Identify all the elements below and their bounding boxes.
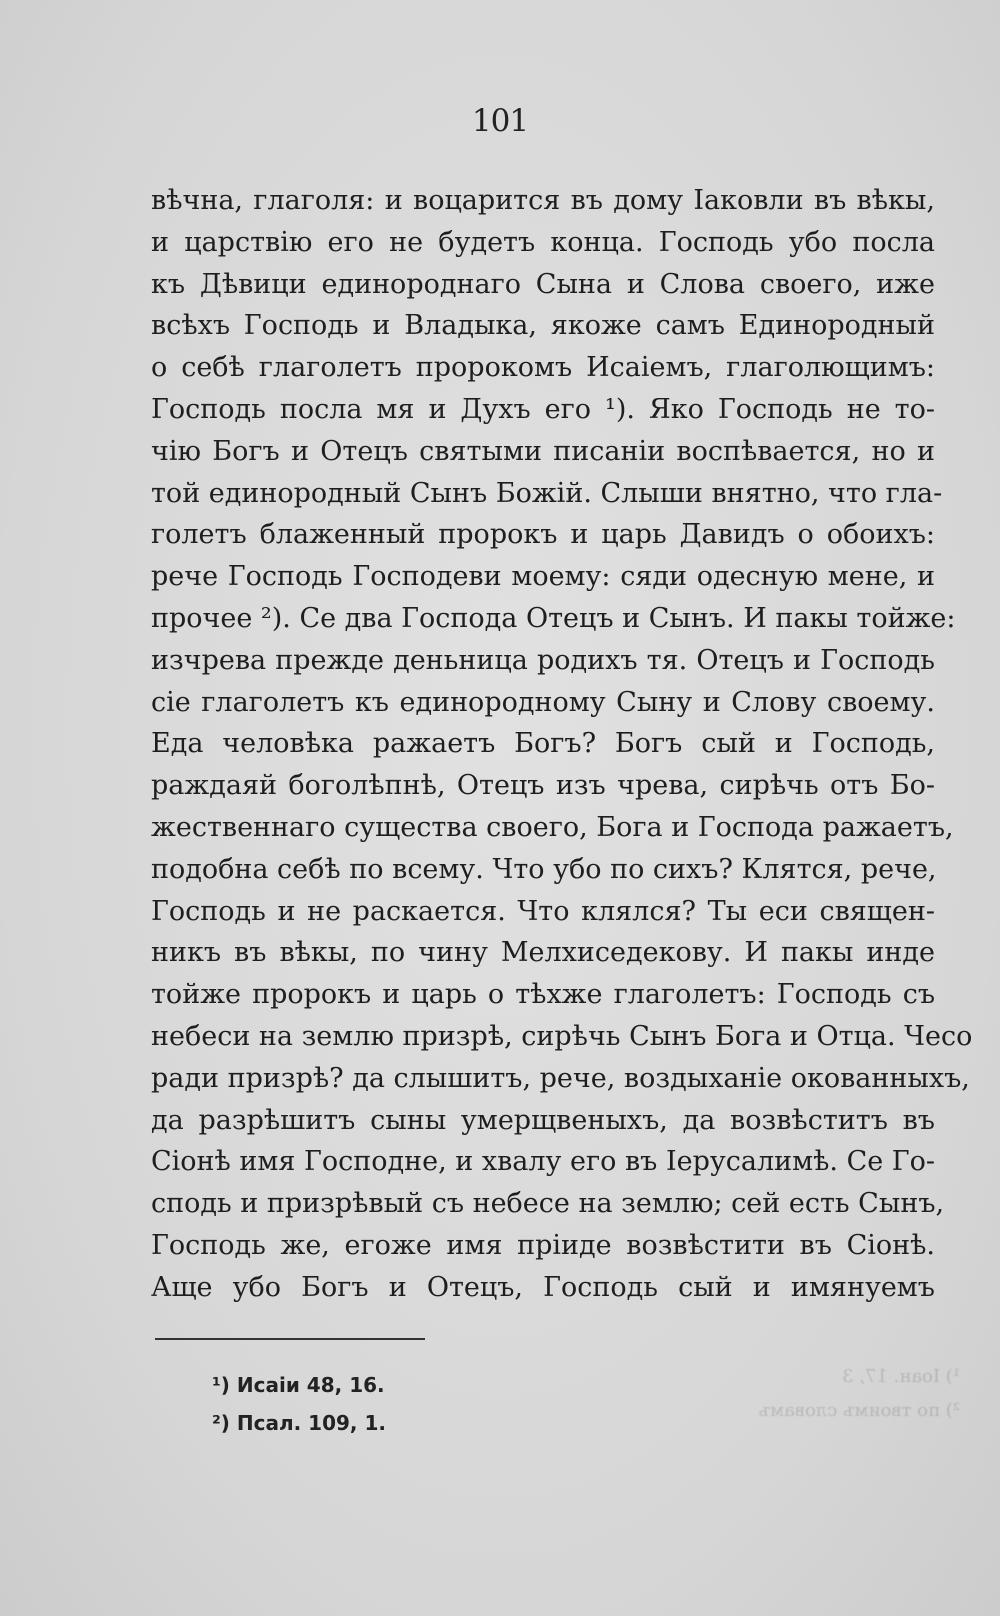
- footnote-1-mark: ¹): [212, 1373, 230, 1397]
- text-line: вѣчна, глаголя: и воцарится въ дому Іаковли въ вѣкы,: [151, 185, 935, 216]
- bleed-line-2: ²) по твоимъ словамъ: [758, 1400, 960, 1421]
- text-line: Еда человѣка ражаетъ Богъ? Богъ сый и Господь,: [151, 728, 935, 760]
- text-line: всѣхъ Господь и Владыка, якоже самъ Единородный: [151, 310, 935, 342]
- text-line: къ Дѣвици единороднаго Сына и Слова своего, иже: [151, 268, 935, 300]
- footnote-1: [212, 1366, 386, 1404]
- text-line: изчрева прежде деньница родихъ тя. Отецъ и Господь: [151, 644, 935, 676]
- bleed-through-text: [660, 1360, 960, 1450]
- page-number: 101: [471, 103, 529, 139]
- text-line: тойже пророкъ и царь о тѣхже глаголетъ: Господь съ: [151, 979, 935, 1011]
- footnote-2-mark: ²): [212, 1411, 230, 1435]
- text-line: голетъ блаженный пророкъ и царь Давидъ о обоихъ:: [151, 519, 935, 551]
- text-line: и царствію его не будетъ конца. Господь убо посла: [151, 226, 935, 258]
- text-line: Сіонѣ имя Господне, и хвалу его въ Іерусалимѣ. Се Го-: [151, 1146, 936, 1178]
- text-line: Господь посла мя и Духъ его ¹). Яко Господь не то-: [151, 393, 935, 425]
- text-line: чію Богъ и Отецъ святыми писаніи воспѣвается, но и: [151, 435, 935, 467]
- text-line: никъ въ вѣкы, по чину Мелхиседекову. И пакы инде: [151, 937, 935, 969]
- text-line: жественнаго существа своего, Бога и Господа ражаетъ,: [151, 811, 954, 843]
- text-line: да разрѣшитъ сыны умерщвеныхъ, да возвѣститъ въ: [151, 1104, 935, 1136]
- text-line: раждаяй боголѣпнѣ, Отецъ изъ чрева, сирѣчь отъ Бо-: [151, 770, 935, 802]
- text-line: той единородный Сынъ Божій. Слыши внятно, что гла-: [151, 477, 943, 509]
- footnote-2-text: Псал. 109, 1.: [236, 1411, 386, 1435]
- text-line: Господь же, егоже имя пріиде возвѣстити въ Сіонѣ.: [151, 1229, 935, 1261]
- text-line: о себѣ глаголетъ пророкомъ Исаіемъ, глаголющимъ:: [151, 352, 935, 384]
- text-line: Господь и не раскается. Что клялся? Ты еси священ-: [151, 895, 935, 927]
- footnote-1-text: Исаіи 48, 16.: [236, 1373, 385, 1397]
- text-line: подобна себѣ по всему. Что убо по сихъ? Клятся, рече,: [151, 853, 937, 885]
- text-line: небеси на землю призрѣ, сирѣчь Сынъ Бога и Отца. Чесо: [151, 1020, 973, 1052]
- text-line: сіе глаголетъ къ единородному Сыну и Слову своему.: [151, 686, 935, 718]
- text-line: сподь и призрѣвый съ небесе на землю; сей есть Сынъ,: [151, 1188, 945, 1220]
- body-text: [151, 180, 973, 1309]
- text-line: ради призрѣ? да слышитъ, рече, воздыханіе окованныхъ,: [151, 1062, 970, 1094]
- bleed-line-1: ¹) Іоан. 17, 3: [842, 1366, 960, 1387]
- footnotes: [212, 1366, 386, 1442]
- footnote-rule: [155, 1338, 425, 1340]
- text-line: Аще убо Богъ и Отецъ, Господь сый и имянуемъ: [151, 1271, 935, 1303]
- text-line: прочее ²). Се два Господа Отецъ и Сынъ. И пакы тойже:: [151, 602, 956, 634]
- text-line: рече Господь Господеви моему: сяди одесную мене, и: [151, 561, 935, 593]
- footnote-2: [212, 1404, 386, 1442]
